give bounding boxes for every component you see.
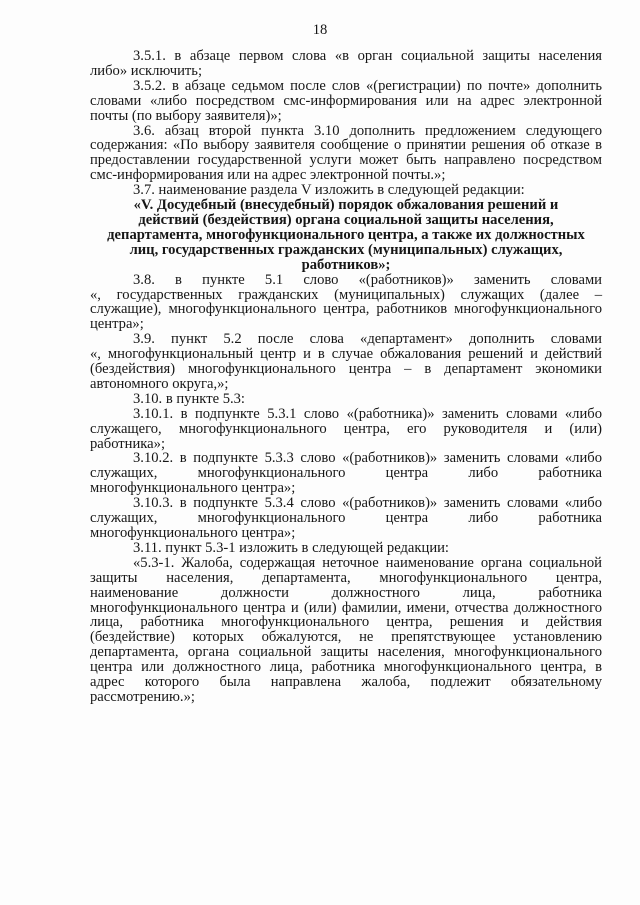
paragraph-line: автономного округа,»; [90, 375, 229, 392]
paragraph-line: департамента, органа социальной защиты населения, многофункционального [90, 644, 602, 661]
paragraph-line: служащего, многофункционального центра, его руководителя и (или) [90, 420, 602, 437]
paragraph-line: смс-информирования или на адрес электронной почты.»; [90, 167, 446, 184]
paragraph-line: 3.10.1. в подпункте 5.3.1 слово «(работника)» заменить словами «либо [133, 405, 602, 422]
paragraph-line: 3.6. абзац второй пункта 3.10 дополнить предложением следующего [133, 122, 602, 139]
paragraph-line: служащие), многофункционального центра, работников многофункционального [90, 301, 602, 318]
paragraph-line: 3.9. пункт 5.2 после слова «департамент» дополнить словами [133, 331, 602, 348]
paragraph-line: либо» исключить; [90, 62, 203, 79]
paragraph [90, 124, 602, 184]
paragraph-line: 3.5.2. в абзаце седьмом после слов «(регистрации) по почте» дополнить [133, 77, 602, 94]
paragraph [90, 273, 602, 333]
amendments-part-2 [90, 273, 602, 705]
paragraph-line: содержания: «По выбору заявителя сообщение о принятии решения об отказе в [90, 137, 602, 154]
paragraph-line: многофункционального центра»; [90, 525, 296, 541]
section-heading-line: работников»; [301, 256, 391, 273]
paragraph [90, 332, 602, 392]
paragraph-line: служащих, многофункционального центра либо работника [90, 510, 602, 527]
paragraph-line: рассмотрению.»; [90, 688, 195, 705]
section-heading-line: «V. Досудебный (внесудебный) порядок обжалования решений и [133, 197, 559, 214]
amendments-part-1 [90, 49, 602, 198]
page-number: 18 [312, 22, 328, 38]
paragraph-line: (бездействие) которых обжалуются, не препятствующее установлению [90, 629, 602, 646]
paragraph-line: центра»; [90, 316, 144, 333]
section-heading-line: действий (бездействия) органа социальной защиты населения, [138, 211, 554, 228]
paragraph-line: (бездействия) многофункционального центра – в департамент экономики [90, 361, 602, 378]
paragraph [90, 556, 602, 705]
paragraph-line: центра или должностного лица, работника многофункционального центра, в [90, 659, 602, 676]
section-heading [90, 198, 602, 273]
paragraph-line: предоставлении государственной услуги может быть направлено посредством [90, 152, 602, 169]
paragraph-line: адрес которого была направлена жалоба, подлежит обязательному [90, 674, 602, 691]
paragraph-line: почты (по выбору заявителя)»; [90, 107, 282, 124]
paragraph-line: 3.10. в пункте 5.3: [133, 390, 245, 407]
section-heading-line: департамента, многофункционального центра, а также их должностных [107, 226, 585, 243]
paragraph-line: 3.10.2. в подпункте 5.3.3 слово «(работников)» заменить словами «либо [133, 450, 602, 467]
paragraph [90, 451, 602, 496]
paragraph [90, 79, 602, 124]
paragraph-line: «, государственных гражданских (муниципальных) служащих (далее – [90, 286, 602, 303]
section-heading-line: лиц, государственных гражданских (муниципальных) служащих, [129, 241, 563, 258]
paragraph-line: «5.3-1. Жалоба, содержащая неточное наименование органа социальной [133, 554, 602, 571]
paragraph-line: служащих, многофункционального центра либо работника [90, 465, 602, 482]
paragraph [90, 183, 602, 198]
paragraph-line: 3.11. пункт 5.3-1 изложить в следующей редакции: [133, 539, 449, 556]
paragraph-line: многофункционального центра»; [90, 480, 296, 497]
paragraph [90, 49, 602, 79]
paragraph-line: наименование должности должностного лица, работника [90, 584, 602, 601]
paragraph-line: защиты населения, департамента, многофункционального центра, [90, 569, 602, 586]
paragraph-line: работника»; [90, 435, 165, 452]
paragraph [90, 496, 602, 541]
paragraph-line: 3.10.3. в подпункте 5.3.4 слово «(работников)» заменить словами «либо [133, 495, 602, 512]
paragraph [90, 541, 602, 556]
paragraph [90, 407, 602, 452]
paragraph-line: многофункционального центра и (или) фамилии, имени, отчества должностного [90, 599, 602, 616]
paragraph-line: словами «либо посредством смс-информирования или на адрес электронной [90, 92, 602, 109]
document-body [90, 49, 602, 705]
paragraph-line: 3.8. в пункте 5.1 слово «(работников)» заменить словами [133, 271, 602, 288]
paragraph-line: «, многофункциональный центр и в случае обжалования решений и действий [90, 346, 602, 363]
paragraph-line: лица, работника многофункционального центра, решения и действия [90, 614, 602, 631]
paragraph-line: 3.7. наименование раздела V изложить в следующей редакции: [133, 182, 525, 199]
paragraph-line: 3.5.1. в абзаце первом слова «в орган социальной защиты населения [133, 48, 602, 64]
paragraph [90, 392, 602, 407]
